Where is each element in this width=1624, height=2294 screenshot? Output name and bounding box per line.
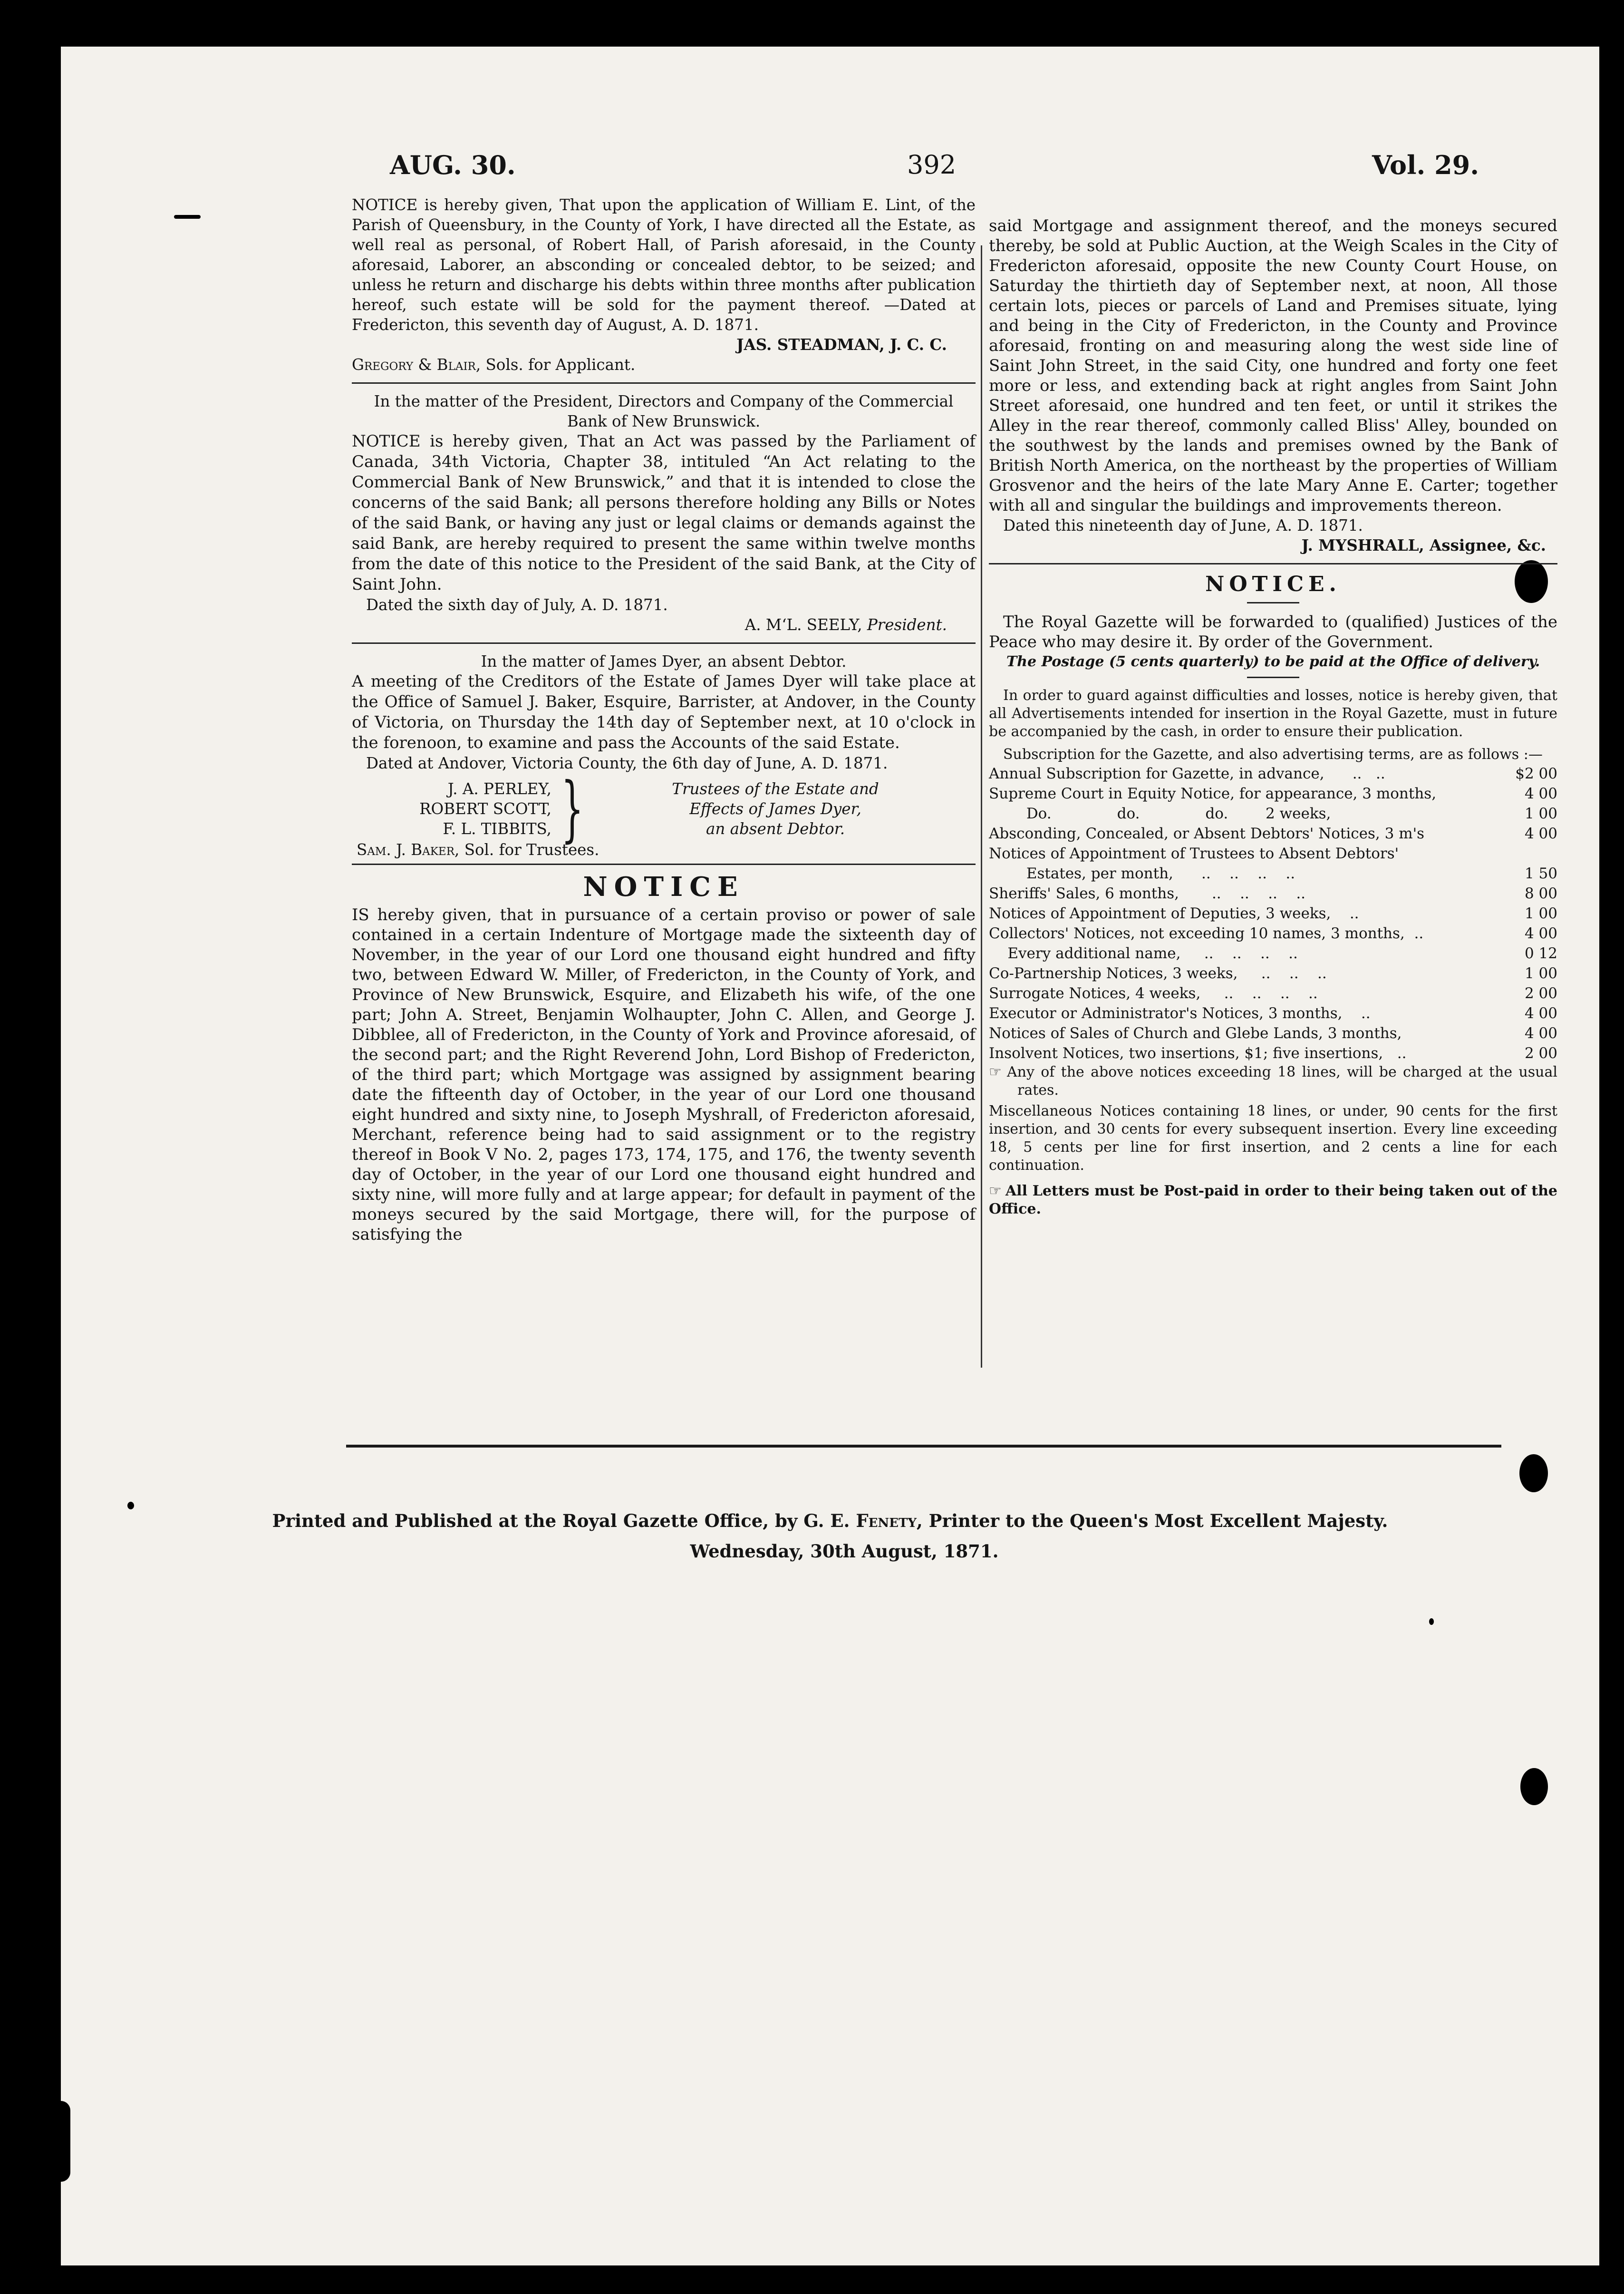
notice-title: NOTICE (583, 871, 744, 903)
trustee-name: ROBERT SCOTT, (419, 800, 551, 818)
solicitor-role: , Sol. for Trustees. (454, 841, 599, 859)
solicitor-role: , Sols. for Applicant. (475, 356, 636, 374)
trustees-desc-line: Effects of James Dyer, (689, 800, 861, 818)
section-divider (989, 563, 1557, 564)
short-rule (1247, 602, 1299, 603)
rate-amount: 1 00 (1524, 964, 1557, 982)
ink-speck (127, 1502, 134, 1509)
notice-signer: J. MYSHRALL, Assignee, &c. (1301, 536, 1546, 554)
column-divider (981, 245, 982, 1368)
ink-blot (1520, 1768, 1548, 1805)
rate-amount: $2 00 (1515, 765, 1557, 782)
ink-speck (1429, 1618, 1434, 1625)
rate-row (989, 904, 1557, 923)
rate-label: Annual Subscription for Gazette, in advance, .. .. (989, 765, 1385, 782)
rate-label: Estates, per month, .. .. .. .. (989, 865, 1295, 882)
letters-note (989, 1182, 1557, 1218)
trustees-description (575, 779, 976, 839)
brace: } (561, 768, 584, 850)
notice-signer: JAS. STEADMAN, J. C. C. (736, 335, 947, 354)
notice-dated: Dated the sixth day of July, A. D. 1871. (366, 596, 668, 614)
rate-row (989, 1003, 1557, 1023)
notice-dated: Dated at Andover, Victoria County, the 6th day of June, A. D. 1871. (366, 754, 888, 772)
trustees-desc-line: Trustees of the Estate and (672, 780, 879, 798)
rate-label: Absconding, Concealed, or Absent Debtors' Notices, 3 m's (989, 825, 1425, 842)
miscellaneous-notices-text: Miscellaneous Notices containing 18 lines, or under, 90 cents for the first insertion, and 30 cents for every subsequent insertion. Every line exceeding 18, 5 cents per line for first insertion, and 2 cents a line for each continuation. (989, 1102, 1557, 1174)
rate-label: Notices of Appointment of Deputies, 3 weeks, .. (989, 904, 1359, 922)
exceeding-note: ☞ Any of the above notices exceeding 18 lines, will be charged at the usual rates. (989, 1063, 1557, 1098)
rate-row (989, 1023, 1557, 1043)
imprint-text: , Printer to the Queen's Most Excellent Majesty. (916, 1510, 1388, 1531)
rate-amount: 4 00 (1524, 924, 1557, 942)
rate-row (989, 884, 1557, 904)
notice-mortgage-sale (352, 873, 976, 1244)
rate-row (989, 963, 1557, 983)
rate-amount: 8 00 (1524, 885, 1557, 902)
rate-amount: 4 00 (1524, 1024, 1557, 1042)
rate-label: Notices of Sales of Church and Glebe Lands, 3 months, (989, 1024, 1402, 1042)
rate-row (989, 943, 1557, 963)
rate-label: Co-Partnership Notices, 3 weeks, .. .. .. (989, 964, 1327, 982)
trustee-name: J. A. PERLEY, (447, 780, 551, 798)
rate-row (989, 804, 1557, 824)
section-divider (352, 642, 976, 644)
subscription-intro: Subscription for the Gazette, and also advertising terms, are as follows :— (1003, 746, 1543, 763)
notice-heading: In the matter of the President, Directors and Company of the Commercial Bank of New Brunswick. (374, 392, 954, 430)
rate-label: Executor or Administrator's Notices, 3 months, .. (989, 1004, 1371, 1022)
short-rule (1247, 677, 1299, 678)
rate-amount: 1 00 (1524, 904, 1557, 922)
pointing-hand-icon: ☞ (989, 1182, 1002, 1199)
signer-name: A. M‘L. SEELY, (744, 616, 867, 634)
trustees-desc-line: an absent Debtor. (706, 820, 845, 838)
volume-number: Vol. 29. (1372, 150, 1479, 180)
ink-speck (174, 215, 201, 219)
solicitor-name: Sam. J. Baker (357, 841, 455, 859)
issue-date: AUG. 30. (390, 150, 516, 180)
gazette-forwarding-text: The Royal Gazette will be forwarded to (qualified) Justices of the Peace who may desire it. By order of the Government. (989, 612, 1557, 651)
notice-absent-debtor (352, 651, 976, 860)
section-divider (352, 864, 976, 865)
rate-amount: 4 00 (1524, 825, 1557, 842)
imprint-line (61, 1510, 1599, 1531)
rate-label: Every additional name, .. .. .. .. (989, 944, 1298, 962)
notice-text: said Mortgage and assignment thereof, and the moneys secured thereby, be sold at Public Auction, at the Weigh Scales in the City of Fredericton aforesaid, opposite the new County Court House, on Saturday the thirtieth day of September next, at noon, All those certain lots, pieces or parcels of Land and Premises situate, lying and being in the City of Fredericton, in the County and Province aforesaid, fronting on and measuring along the west side line of Saint John Street, in the said City, one hundred and forty one feet more or less, and extending back at right angles from Saint John Street aforesaid, one hundred and ten feet, or until it strikes the Alley in the rear thereof, commonly called Bliss' Alley, bounded on the southwest by the lands and premises owned by the Bank of British North America, on the northeast by the properties of William Grosvenor and the heirs of the late Mary Anne E. Carter; together with all and singular the buildings and improvements thereon. (989, 216, 1557, 515)
section-divider (352, 382, 976, 384)
notice-heading: In the matter of James Dyer, an absent Debtor. (481, 652, 847, 671)
page-number: 392 (907, 150, 957, 180)
rate-amount: 1 50 (1524, 865, 1557, 882)
rate-row (989, 824, 1557, 844)
advertisement-terms-text: In order to guard against difficulties and losses, notice is hereby given, that all Advertisements intended for insertion in the Royal Gazette, must in future be accompanied by the cash, in order to ensure their publication. (989, 687, 1557, 740)
rate-label: Collectors' Notices, not exceeding 10 names, 3 months, .. (989, 924, 1424, 942)
trustee-names (352, 779, 556, 839)
notice-absconding-debtor (352, 195, 976, 375)
rate-label: Surrogate Notices, 4 weeks, .. .. .. .. (989, 984, 1318, 1002)
rate-label: Notices of Appointment of Trustees to Absent Debtors' (989, 845, 1399, 862)
publication-date: Wednesday, 30th August, 1871. (690, 1541, 999, 1562)
solicitor-name: Gregory & Blair (352, 356, 476, 374)
mortgage-sale-continued (989, 216, 1557, 555)
rate-amount: 2 00 (1524, 984, 1557, 1002)
notice-commercial-bank (352, 391, 976, 635)
notice-title: NOTICE. (1205, 572, 1341, 596)
notice-text: IS hereby given, that in pursuance of a certain proviso or power of sale contained in a certain Indenture of Mortgage made the sixteenth day of November, in the year of our Lord one thousand eight hundred and fifty two, between Edward W. Miller, of Fredericton, in the County of York, and Province of New Brunswick, Esquire, and Elizabeth his wife, of the one part; John A. Street, Benjamin Wolhaupter, John C. Allen, and George J. Dibblee, all of Fredericton, in the County of York and Province aforesaid, of the second part; and the Right Reverend John, Lord Bishop of Fredericton, of the third part; which Mortgage was assigned by assignment bearing date the fifteenth day of October, in the year of our Lord one thousand eight hundred and sixty nine, to Joseph Myshrall, of Fredericton aforesaid, Merchant, reference being had to said assignment or to the registry thereof in Book V No. 2, pages 173, 174, 175, and 176, the twenty seventh day of October, in the year of our Lord one thousand eight hundred and sixty nine, will more fully and at large appear; for default in payment of the moneys secured by the said Mortgage, there will, for the purpose of satisfying the (352, 905, 976, 1244)
rate-amount: 2 00 (1524, 1044, 1557, 1062)
notice-text: A meeting of the Creditors of the Estate of James Dyer will take place at the Office of Samuel J. Baker, Esquire, Barrister, at Andover, in the County of Victoria, on Thursday the 14th day of September next, at 10 o'clock in the forenoon, to examine and pass the Accounts of the said Estate. (352, 672, 976, 752)
ink-blot (1519, 1454, 1548, 1492)
rates-table (989, 764, 1557, 1063)
footer-rule (346, 1445, 1501, 1448)
postage-note: The Postage (5 cents quarterly) to be paid at the Office of delivery. (1006, 653, 1540, 670)
rate-row (989, 784, 1557, 804)
signer-title: President. (867, 616, 947, 634)
rate-amount: 0 12 (1524, 944, 1557, 962)
gazette-terms-notice (989, 572, 1557, 1218)
notice-text: NOTICE is hereby given, That an Act was passed by the Parliament of Canada, 34th Victoria, Chapter 38, intituled “An Act relating to the Commercial Bank of New Brunswick,” and that it is intended to close the concerns of the said Bank; all persons therefore holding any Bills or Notes of the said Bank, or having any just or legal claims or demands against the said Bank, are hereby required to present the same within twelve months from the date of this notice to the President of the said Bank, at the City of Saint John. (352, 432, 976, 594)
rate-row (989, 983, 1557, 1003)
rate-row (989, 764, 1557, 784)
rate-label: Supreme Court in Equity Notice, for appearance, 3 months, (989, 785, 1437, 802)
rate-amount (1500, 844, 1557, 864)
exceeding-note-text: Any of the above notices exceeding 18 lines, will be charged at the usual rates. (1007, 1063, 1557, 1098)
imprint-text: Printed and Published at the Royal Gazette Office, by G. E. (272, 1510, 856, 1531)
rate-amount: 4 00 (1524, 1004, 1557, 1022)
notice-text: NOTICE is hereby given, That upon the application of William E. Lint, of the Parish of Queensbury, in the County of York, I have directed all the Estate, as well real as personal, of Robert Hall, of Parish aforesaid, in the County aforesaid, Laborer, an absconding or concealed debtor, to be seized; and unless he return and discharge his debts within three months after publication hereof, such estate will be sold for the payment thereof. —Dated at Fredericton, this seventh day of August, A. D. 1871. (352, 196, 976, 334)
newspaper-page (61, 47, 1599, 2265)
punch-hole (61, 2101, 70, 2182)
trustee-name: F. L. TIBBITS, (443, 820, 551, 838)
rate-row (989, 844, 1557, 864)
rate-row (989, 1043, 1557, 1063)
rate-label: Sheriffs' Sales, 6 months, .. .. .. .. (989, 885, 1306, 902)
rate-row (989, 864, 1557, 884)
notice-dated: Dated this nineteenth day of June, A. D. 1871. (1003, 516, 1363, 535)
left-column (352, 195, 976, 1244)
notice-solicitor (352, 355, 976, 375)
notice-solicitor (352, 840, 976, 860)
notice-signer (352, 615, 976, 635)
right-column (989, 216, 1557, 1218)
rate-label: Do. do. do. 2 weeks, (989, 805, 1331, 822)
rate-amount: 1 00 (1524, 805, 1557, 822)
rate-label: Insolvent Notices, two insertions, $1; five insertions, .. (989, 1044, 1407, 1062)
rate-row (989, 923, 1557, 943)
printer-name: Fenety (856, 1510, 917, 1531)
letters-note-text: All Letters must be Post-paid in order to their being taken out of the Office. (989, 1182, 1557, 1217)
rate-amount: 4 00 (1524, 785, 1557, 802)
